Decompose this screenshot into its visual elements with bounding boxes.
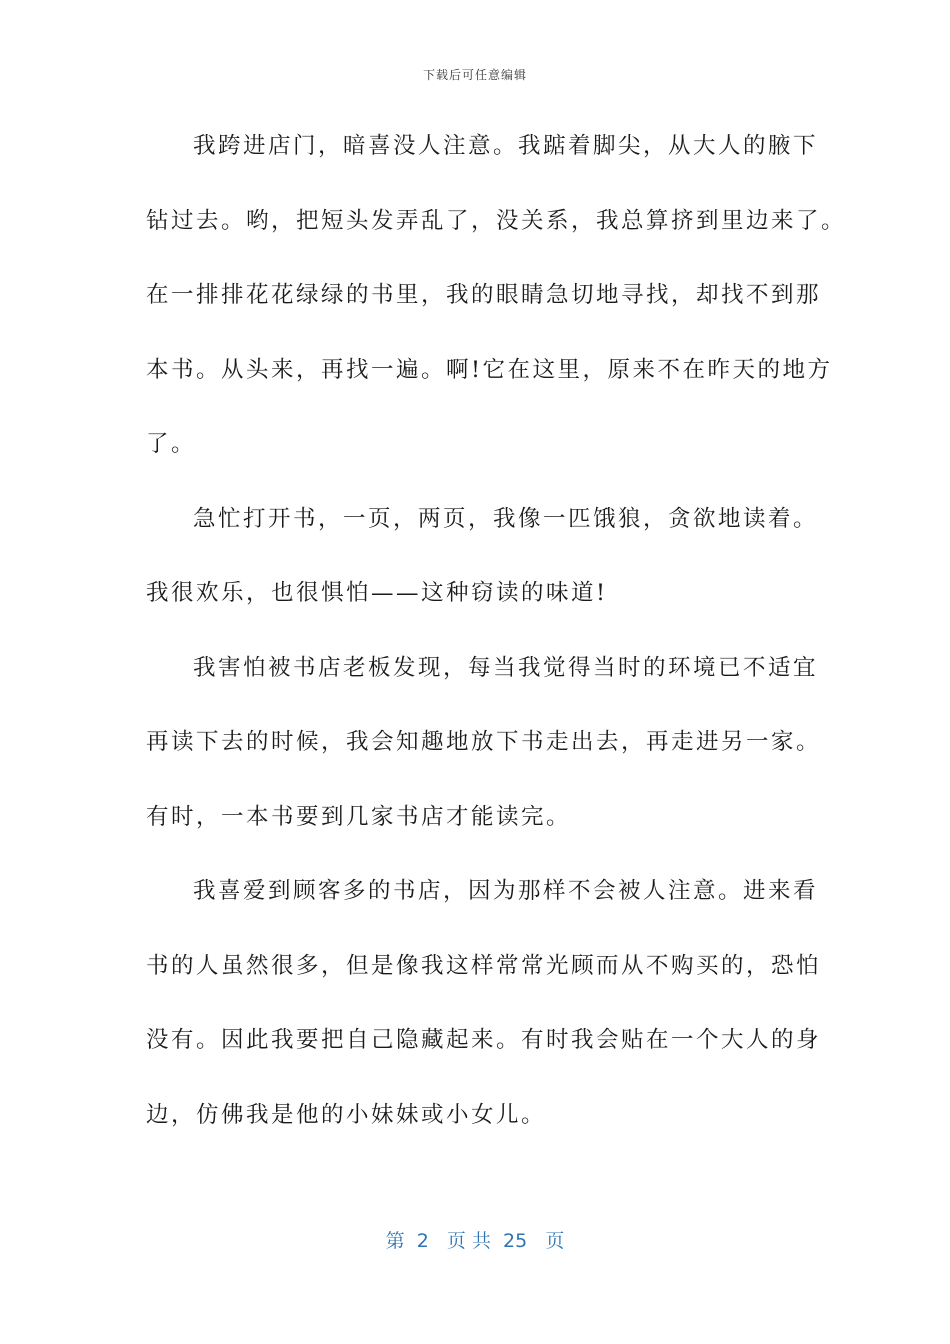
text-line: 有时，一本书要到几家书店才能读完。 [146,803,572,830]
page-number-footer: 第 2 页 共 25 页 [385,1230,565,1252]
text-line: 书的人虽然很多，但是像我这样常常光顾而从不购买的，恐怕 [146,952,822,979]
paragraph-1 [146,122,847,495]
document-body [146,122,847,1165]
text-line: 我喜爱到顾客多的书店，因为那样不会被人注意。进来看 [193,878,819,904]
text-line: 在一排排花花绿绿的书里，我的眼睛急切地寻找，却找不到那 [146,282,822,308]
paragraph-3 [146,644,826,868]
text-line: 再读下去的时候，我会知趣地放下书走出去，再走进另一家。 [146,729,822,755]
paragraph-4 [146,867,826,1165]
text-line: 我跨进店门，暗喜没人注意。我踮着脚尖，从大人的腋下 [193,133,819,159]
text-line: 急忙打开书，一页，两页，我像一匹饿狼，贪欲地读着。 [193,505,819,532]
text-line: 我害怕被书店老板发现，每当我觉得当时的环境已不适宜 [193,654,819,681]
text-line: 边，仿佛我是他的小妹妹或小女儿。 [146,1101,547,1128]
text-line: 本书。从头来，再找一遍。啊!它在这里，原来不在昨天的地方 [146,356,833,383]
text-line: 钻过去。哟，把短头发弄乱了，没关系，我总算挤到里边来了。 [146,207,847,234]
page-header-note: 下载后可任意编辑 [422,68,527,82]
text-line: 没有。因此我要把自己隐藏起来。有时我会贴在一个大人的身 [146,1027,822,1053]
paragraph-2 [146,495,826,644]
text-line: 了。 [146,431,197,457]
text-line: 我很欢乐，也很惧怕——这种窃读的味道! [146,580,608,606]
